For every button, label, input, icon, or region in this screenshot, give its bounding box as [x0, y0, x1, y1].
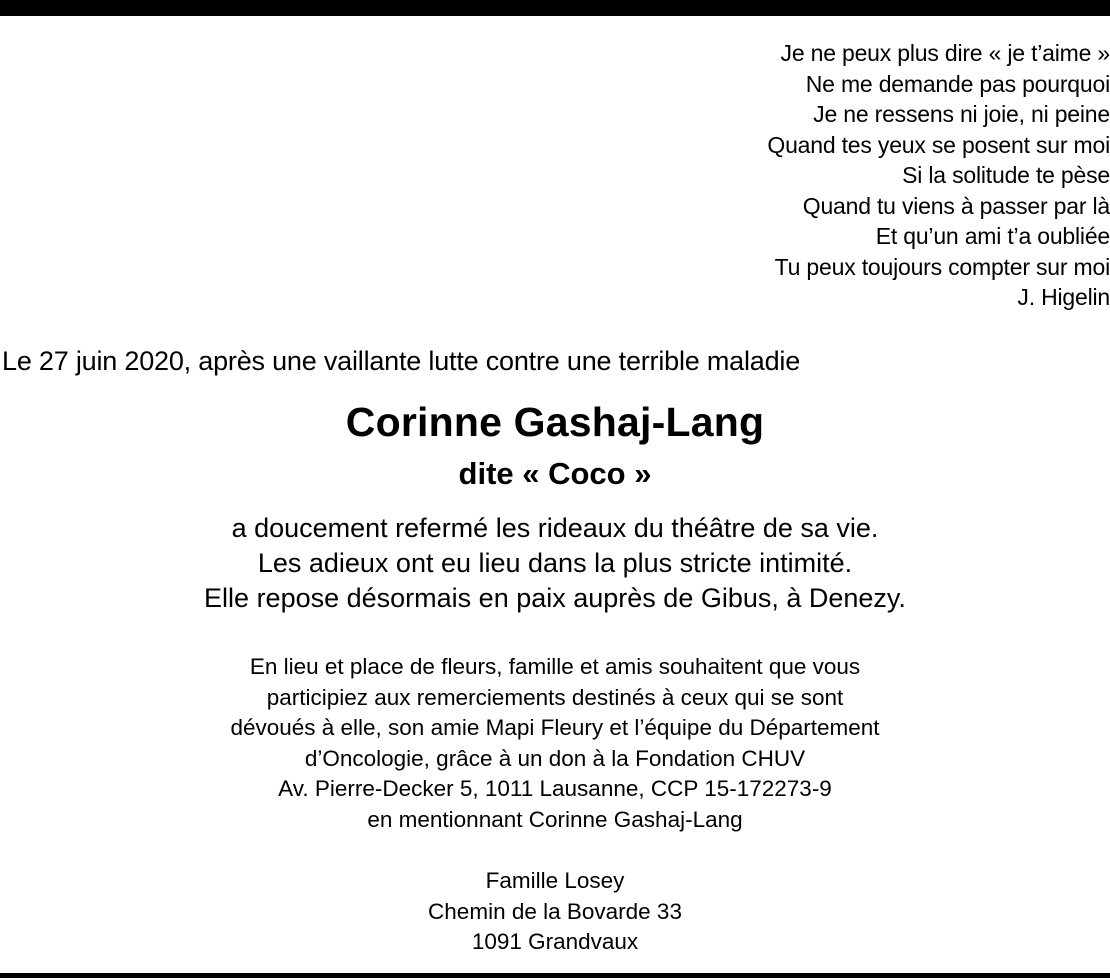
- donation-line: Av. Pierre-Decker 5, 1011 Lausanne, CCP 15-172273-9: [278, 776, 832, 801]
- intro-line: Le 27 juin 2020, après une vaillante lutte contre une terrible maladie: [2, 346, 801, 376]
- donation-line: En lieu et place de fleurs, famille et amis souhaitent que vous: [249, 654, 861, 679]
- donation-line: d’Oncologie, grâce à un don à la Fondation CHUV: [304, 745, 806, 771]
- donation-line: en mentionnant Corinne Gashaj-Lang: [367, 806, 743, 832]
- donation-line: dévoués à elle, son amie Mapi Fleury et l’équipe du Département: [230, 715, 880, 740]
- poem-line: Je ne ressens ni joie, ni peine: [813, 101, 1110, 127]
- poem-line: Tu peux toujours compter sur moi: [774, 253, 1110, 280]
- family-street: Chemin de la Bovarde 33: [428, 898, 682, 924]
- poem-line: Ne me demande pas pourquoi: [805, 70, 1110, 97]
- top-border-rule: [0, 0, 1110, 16]
- poem-line: Et qu’un ami t’a oubliée: [875, 223, 1110, 249]
- announcement-line: Elle repose désormais en paix auprès de Gibus, à Denezy.: [204, 583, 906, 613]
- donation-paragraph: [0, 652, 1110, 835]
- family-city: 1091 Grandvaux: [471, 929, 639, 954]
- poem-line: Quand tes yeux se posent sur moi: [767, 131, 1110, 158]
- poem-line: Si la solitude te pèse: [902, 162, 1110, 188]
- poem-author: J. Higelin: [1017, 284, 1110, 310]
- deceased-nickname: dite « Coco »: [458, 456, 652, 491]
- family-address: [0, 866, 1110, 958]
- deceased-name: Corinne Gashaj-Lang: [345, 399, 765, 445]
- poem-line: Je ne peux plus dire « je t’aime »: [780, 40, 1110, 66]
- donation-line: participiez aux remerciements destinés à ceux qui se sont: [266, 684, 844, 710]
- announcement-line: a doucement refermé les rideaux du théâtre de sa vie.: [231, 513, 879, 543]
- poem-line: Quand tu viens à passer par là: [802, 192, 1110, 219]
- poem-quote: [510, 38, 1110, 313]
- bottom-border-rule: [0, 973, 1110, 978]
- family-name: Famille Losey: [485, 868, 625, 893]
- announcement-paragraph: [0, 511, 1110, 616]
- announcement-line: Les adieux ont eu lieu dans la plus stricte intimité.: [257, 548, 853, 578]
